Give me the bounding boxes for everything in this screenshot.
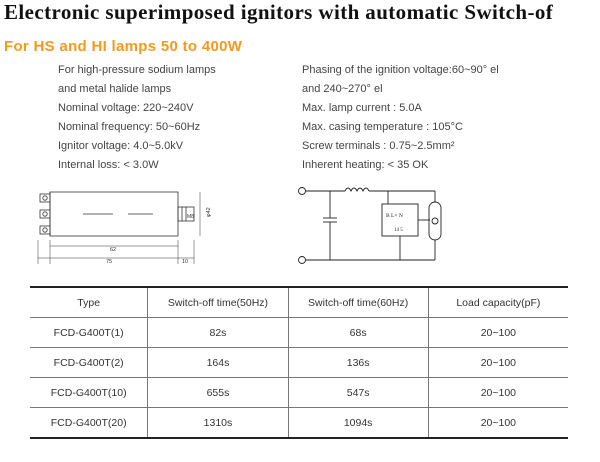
cell-type: FCD-G400T(2) — [30, 348, 148, 378]
ignitor-dimension-drawing — [28, 180, 218, 270]
cell-switch-off-50hz: 1310s — [148, 408, 288, 439]
cell-type: FCD-G400T(10) — [30, 378, 148, 408]
table-row — [30, 348, 568, 378]
width-inner-dimension: 62 — [110, 247, 117, 253]
cell-load-capacity: 20~100 — [428, 408, 568, 439]
column-header-load-capacity: Load capacity(pF) — [428, 287, 568, 318]
page-subtitle: For HS and HI lamps 50 to 400W — [4, 38, 243, 55]
spec-left-6: Internal loss: < 3.0W — [58, 159, 159, 171]
terminal-block-1 — [40, 194, 50, 202]
cell-load-capacity: 20~100 — [428, 348, 568, 378]
spec-right-2: and 240~270° el — [302, 83, 383, 95]
cell-load-capacity: 20~100 — [428, 318, 568, 348]
cell-switch-off-60hz: 1094s — [288, 408, 428, 439]
width-outer-dimension: 75 — [106, 259, 113, 265]
spec-right-5: Screw terminals : 0.75~2.5mm² — [302, 140, 455, 152]
cell-type: FCD-G400T(20) — [30, 408, 148, 439]
table-header-row — [30, 287, 568, 318]
cell-switch-off-60hz: 136s — [288, 348, 428, 378]
cell-switch-off-50hz: 164s — [148, 348, 288, 378]
cell-switch-off-60hz: 547s — [288, 378, 428, 408]
spec-right-4: Max. casing temperature : 105°C — [302, 121, 463, 133]
cell-load-capacity: 20~100 — [428, 378, 568, 408]
column-header-switch-off-50hz: Switch-off time(50Hz) — [148, 287, 288, 318]
height-dimension: φ42 — [206, 207, 212, 217]
column-header-switch-off-60hz: Switch-off time(60Hz) — [288, 287, 428, 318]
wiring-diagram — [290, 180, 480, 270]
spec-left-1: For high-pressure sodium lamps — [58, 64, 216, 76]
spec-left-5: Ignitor voltage: 4.0~5.0kV — [58, 140, 184, 152]
table-row — [30, 318, 568, 348]
cell-switch-off-50hz: 655s — [148, 378, 288, 408]
ballast-coil — [345, 188, 369, 191]
cell-switch-off-50hz: 82s — [148, 318, 288, 348]
terminal-block-2 — [40, 210, 50, 218]
ignitor-box-pins: 14 5 — [394, 228, 403, 233]
lamp-arc — [432, 218, 438, 224]
column-header-type: Type — [30, 287, 148, 318]
table-row — [30, 378, 568, 408]
spec-left-2: and metal halide lamps — [58, 83, 172, 95]
page-title: Electronic superimposed ignitors with automatic Switch-of — [4, 0, 554, 24]
cell-type: FCD-G400T(1) — [30, 318, 148, 348]
spec-right-6: Inherent heating: < 35 OK — [302, 159, 429, 171]
terminal-n — [299, 257, 306, 264]
spec-right-1: Phasing of the ignition voltage:60~90° el — [302, 64, 499, 76]
table-row — [30, 408, 568, 439]
spec-left-4: Nominal frequency: 50~60Hz — [58, 121, 201, 133]
spec-left-3: Nominal voltage: 220~240V — [58, 102, 194, 114]
ignitor-box-terminals: B L× N — [386, 213, 403, 219]
switch-off-time-table — [30, 286, 568, 439]
terminal-l — [299, 188, 306, 195]
small-dimension: 10 — [182, 259, 189, 265]
spec-right-3: Max. lamp current : 5.0A — [302, 102, 422, 114]
lamp-symbol — [429, 202, 441, 240]
screw-label: M8 — [187, 214, 194, 220]
ignitor-body — [50, 192, 178, 236]
cell-switch-off-60hz: 68s — [288, 318, 428, 348]
terminal-block-3 — [40, 226, 50, 234]
